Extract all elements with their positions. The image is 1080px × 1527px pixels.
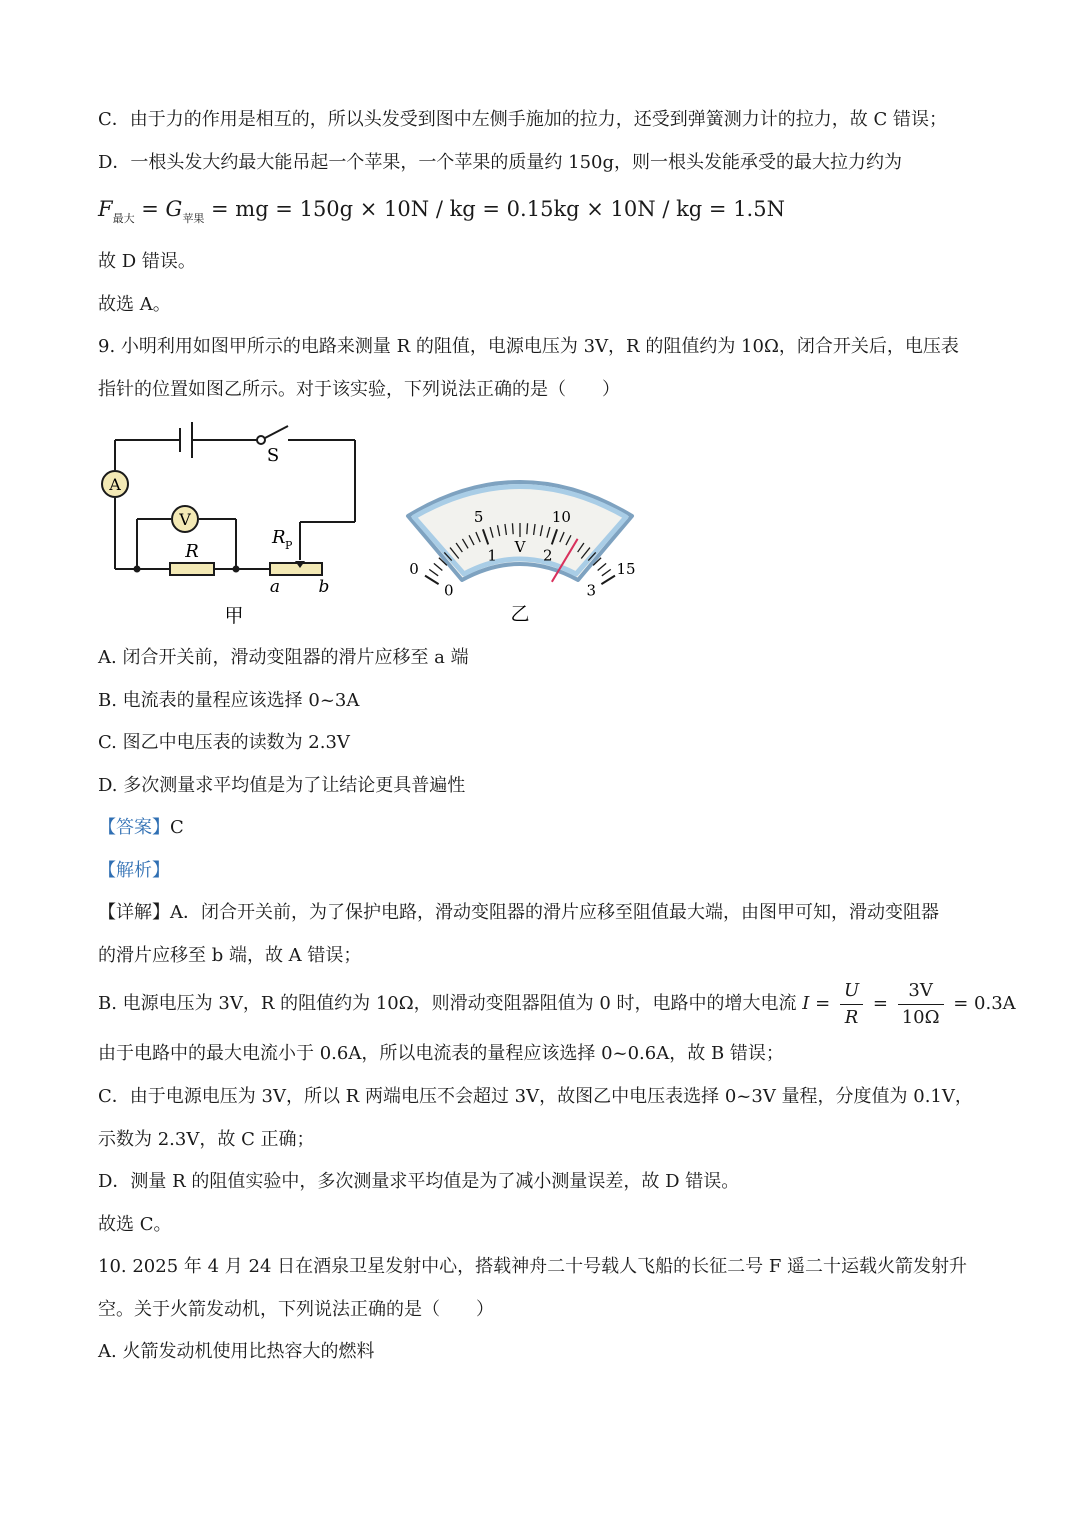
q8-option-c: C．由于力的作用是相互的，所以头发受到图中左侧手施加的拉力，还受到弹簧测力计的拉力，故 C 错误；	[98, 109, 947, 130]
q9-choice: 故选 C。	[98, 1214, 172, 1235]
dial-tick	[527, 523, 528, 534]
detail-text-7: D．测量 R 的阻值实验中，多次测量求平均值是为了减小测量误差，故 D 错误。	[98, 1171, 740, 1192]
q9-stem-line2: 指针的位置如图乙所示。对于该实验，下列说法正确的是（ ）	[98, 379, 620, 400]
ammeter-label: A	[109, 475, 121, 494]
dial-tick	[602, 569, 611, 575]
q10-stem-line1: 10. 2025 年 4 月 24 日在酒泉卫星发射中心，搭载神舟二十号载人飞船的长征二号 F 遥二十运载火箭发射升	[98, 1256, 968, 1277]
dial-label-bottom: 1	[487, 546, 497, 565]
voltmeter-label: V	[179, 510, 191, 529]
q8-formula: $F_{最大} = G_{苹果}$ = mg = 150g × 10N / kg = 0.15kg × 10N / kg = 1.5N	[98, 197, 785, 225]
dial-label-bottom: 0	[443, 581, 454, 600]
q10-option-a: A. 火箭发动机使用比热容大的燃料	[98, 1341, 375, 1362]
dial-tick	[601, 576, 615, 584]
end-b-label: b	[318, 577, 330, 597]
dial-label-top: 15	[616, 559, 636, 578]
q9-option-a: A. 闭合开关前，滑动变阻器的滑片应移至 a 端	[98, 647, 469, 668]
end-a-label: a	[269, 577, 281, 597]
fraction-numerator: 3V	[898, 978, 944, 1005]
resistor-icon	[170, 563, 214, 575]
junction-dot	[134, 566, 141, 573]
q9-option-c: C. 图乙中电压表的读数为 2.3V	[98, 732, 350, 753]
dial-tick	[425, 576, 439, 584]
dial-tick	[512, 523, 513, 534]
dial-tick	[434, 563, 442, 570]
detail-row-1	[98, 901, 939, 925]
dial-label-top: 10	[551, 508, 571, 527]
junction-dot	[233, 566, 240, 573]
detail-text-5: C．由于电源电压为 3V，所以 R 两端电压不会超过 3V，故图乙中电压表选择 0~3V 量程，分度值为 0.1V，	[98, 1086, 973, 1107]
switch-label: S	[266, 445, 280, 466]
detail-text-1: A．闭合开关前，为了保护电路，滑动变阻器的滑片应移至阻值最大端，由图甲可知，滑动变阻器	[170, 902, 939, 923]
voltmeter-dial	[400, 460, 640, 630]
formula-f-sub: 最大	[112, 212, 135, 225]
formula-result: = 0.3A	[953, 993, 1016, 1014]
detail-text-2: 的滑片应移至 b 端，故 A 错误；	[98, 945, 362, 966]
dial-label-top: 0	[409, 559, 419, 578]
dial-label-top: 5	[473, 508, 484, 527]
analysis-label: 【解析】	[98, 860, 170, 881]
detail-text-6: 示数为 2.3V，故 C 正确；	[98, 1129, 315, 1150]
rheostat-label: R	[272, 527, 286, 548]
detail-label: 【详解】	[98, 902, 170, 923]
q9-option-d: D. 多次测量求平均值是为了让结论更具普遍性	[98, 775, 466, 796]
answer-value: C	[170, 817, 184, 838]
q8-d-conclusion: 故 D 错误。	[98, 251, 196, 272]
fraction-values	[898, 978, 944, 1031]
dial-label-bottom: 2	[543, 546, 553, 565]
answer-row	[98, 816, 184, 840]
q8-option-d: D．一根头发大约最大能吊起一个苹果，一个苹果的质量约 150g，则一根头发能承受的最大拉力约为	[98, 152, 903, 173]
dial-label-bottom: 3	[586, 581, 597, 600]
detail-text-4: 由于电路中的最大电流小于 0.6A，所以电流表的量程应该选择 0~0.6A，故 B 错误；	[98, 1043, 784, 1064]
fraction-denominator: R	[844, 1006, 859, 1028]
formula-g: G	[165, 197, 183, 221]
q10-stem-line2: 空。关于火箭发动机，下列说法正确的是（ ）	[98, 1299, 494, 1320]
circuit-diagram	[95, 420, 375, 635]
answer-label: 【答案】	[98, 817, 170, 838]
q9-option-b: B. 电流表的量程应该选择 0~3A	[98, 690, 360, 711]
detail-row-3: B. 电源电压为 3V，R 的阻值约为 10Ω，则滑动变阻器阻值为 0 时，电路中的增大电流 I = $\frac{U}{R}$ = $\frac{3V}{10\Omega}$ = 0.3A	[98, 976, 1016, 1032]
formula-f: F	[98, 197, 113, 221]
q9-stem-line1: 9. 小明利用如图甲所示的电路来测量 R 的阻值，电源电压为 3V，R 的阻值约为 10Ω，闭合开关后，电压表	[98, 336, 959, 357]
meter-caption: 乙	[510, 603, 530, 625]
formula-rest: = mg = 150g × 10N / kg = 0.15kg × 10N / kg = 1.5N	[204, 197, 785, 221]
dial-tick	[429, 569, 438, 575]
fraction-u-r	[840, 978, 863, 1031]
formula-i: I =	[802, 993, 831, 1014]
dial-unit: V	[514, 538, 526, 556]
formula-g-sub: 苹果	[182, 212, 205, 225]
rheostat-icon	[270, 563, 322, 575]
circuit-caption: 甲	[224, 605, 244, 627]
resistor-label: R	[185, 541, 199, 562]
fraction-denominator: 10Ω	[901, 1006, 940, 1028]
q8-choice: 故选 A。	[98, 294, 171, 315]
dial-tick	[598, 563, 606, 570]
fraction-numerator: U	[840, 978, 863, 1005]
analysis-row	[98, 859, 170, 883]
rheostat-sub: P	[285, 539, 293, 552]
detail-text-3: B. 电源电压为 3V，R 的阻值约为 10Ω，则滑动变阻器阻值为 0 时，电路中的增大电流	[98, 993, 797, 1014]
